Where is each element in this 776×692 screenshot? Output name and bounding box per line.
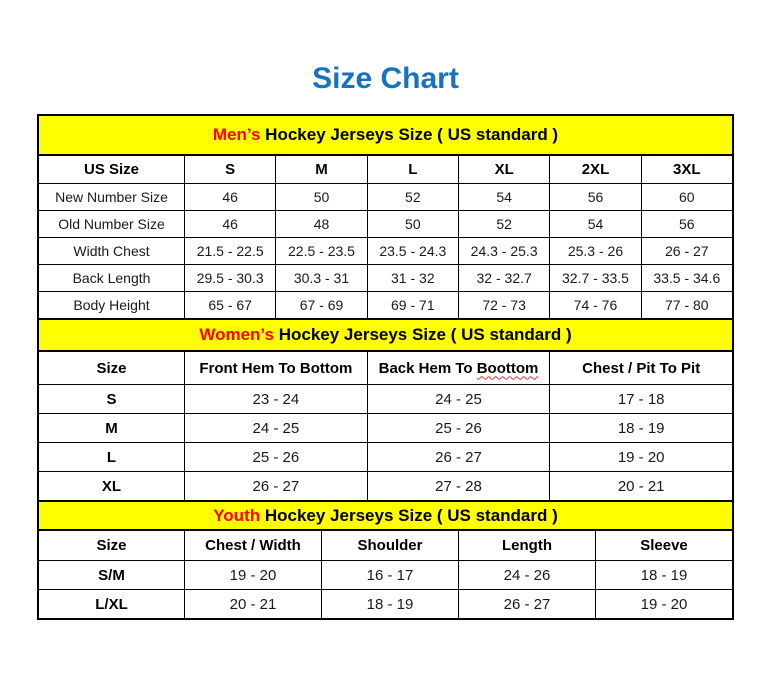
mens-row-body-height	[39, 291, 732, 318]
cell-value: 21.5 - 22.5	[185, 238, 276, 264]
cell-value: 19 - 20	[640, 595, 688, 613]
cell-value: 56	[550, 184, 641, 210]
youth-col-header-length: Length	[459, 531, 596, 560]
womens-col-header-back-hem-text	[379, 360, 539, 377]
cell-value: 69 - 71	[368, 292, 459, 318]
youth-section-title-highlight: Youth	[213, 505, 261, 525]
cell-value: 32 - 32.7	[459, 265, 550, 291]
cell-value: 46	[185, 211, 276, 237]
youth-section-title-rest: Hockey Jerseys Size ( US standard )	[264, 505, 558, 525]
mens-col-header-2xl: 2XL	[550, 156, 641, 183]
row-label: M	[39, 414, 185, 442]
womens-row-m	[39, 413, 732, 442]
cell-value: 65 - 67	[185, 292, 276, 318]
womens-header-row	[39, 352, 732, 384]
cell-value: 52	[368, 184, 459, 210]
cell-value: 30.3 - 31	[276, 265, 367, 291]
mens-col-header-us-size: US Size	[39, 156, 185, 183]
youth-size-table	[39, 531, 732, 618]
cell-value: 33.5 - 34.6	[653, 270, 721, 286]
cell-value: 26 - 27	[368, 443, 551, 471]
cell-value: 24 - 26	[459, 561, 596, 589]
cell-value: 19 - 20	[617, 448, 665, 466]
row-label: S	[39, 385, 185, 413]
row-label: L	[39, 443, 185, 471]
womens-size-table	[39, 352, 732, 500]
cell-value: 25.3 - 26	[550, 238, 641, 264]
back-hem-prefix: Back Hem To	[378, 359, 473, 377]
womens-row-s	[39, 384, 732, 413]
row-label: S/M	[39, 561, 185, 589]
cell-value: 54	[459, 184, 550, 210]
cell-value: 22.5 - 23.5	[276, 238, 367, 264]
row-label: Back Length	[39, 265, 185, 291]
womens-col-header-back-hem	[368, 352, 551, 384]
cell-value: 26 - 27	[185, 472, 368, 500]
cell-value: 56	[679, 216, 695, 232]
youth-col-header-size: Size	[39, 531, 185, 560]
cell-value: 52	[459, 211, 550, 237]
cell-value: 54	[550, 211, 641, 237]
cell-value: 16 - 17	[322, 561, 459, 589]
cell-value: 29.5 - 30.3	[185, 265, 276, 291]
youth-row-lxl	[39, 589, 732, 618]
size-chart	[37, 114, 734, 620]
womens-section-title-rest: Hockey Jerseys Size ( US standard )	[278, 325, 572, 344]
mens-section-title	[213, 125, 558, 145]
womens-section-title-highlight: Women’s	[199, 325, 274, 344]
cell-value: 18 - 19	[617, 419, 665, 437]
mens-section-title-highlight: Men’s	[212, 125, 261, 144]
cell-value: 17 - 18	[617, 390, 665, 408]
cell-value: 23.5 - 24.3	[368, 238, 459, 264]
cell-value: 27 - 28	[368, 472, 551, 500]
youth-row-sm	[39, 560, 732, 589]
youth-section-title	[213, 506, 558, 526]
cell-value: 23 - 24	[185, 385, 368, 413]
cell-value: 46	[185, 184, 276, 210]
cell-value: 20 - 21	[185, 590, 322, 618]
row-label: Width Chest	[39, 238, 185, 264]
mens-col-header-xl: XL	[459, 156, 550, 183]
womens-col-header-chest: Chest / Pit To Pit	[582, 359, 701, 377]
youth-col-header-sleeve: Sleeve	[640, 537, 688, 554]
mens-col-header-l: L	[368, 156, 459, 183]
cell-value: 25 - 26	[368, 414, 551, 442]
mens-row-width-chest	[39, 237, 732, 264]
cell-value: 50	[276, 184, 367, 210]
youth-header-row	[39, 531, 732, 560]
youth-section-header	[39, 500, 732, 531]
row-label: New Number Size	[39, 184, 185, 210]
womens-row-xl	[39, 471, 732, 500]
cell-value: 50	[368, 211, 459, 237]
row-label: XL	[39, 472, 185, 500]
cell-value: 18 - 19	[640, 566, 688, 584]
cell-value: 26 - 27	[459, 590, 596, 618]
cell-value: 18 - 19	[322, 590, 459, 618]
womens-col-header-size: Size	[39, 352, 185, 384]
cell-value: 25 - 26	[185, 443, 368, 471]
cell-value: 60	[679, 189, 695, 205]
womens-section-header	[39, 318, 732, 352]
cell-value: 74 - 76	[550, 292, 641, 318]
mens-header-row	[39, 156, 732, 183]
mens-section-title-rest: Hockey Jerseys Size ( US standard )	[265, 125, 559, 144]
row-label: Body Height	[39, 292, 185, 318]
mens-row-new-number-size	[39, 183, 732, 210]
cell-value: 26 - 27	[665, 243, 709, 259]
row-label: Old Number Size	[39, 211, 185, 237]
cell-value: 32.7 - 33.5	[550, 265, 641, 291]
mens-col-header-s: S	[185, 156, 276, 183]
womens-section-title	[199, 325, 571, 345]
youth-col-header-shoulder: Shoulder	[322, 531, 459, 560]
mens-col-header-3xl: 3XL	[673, 161, 701, 178]
mens-section-header	[39, 116, 732, 156]
cell-value: 24 - 25	[368, 385, 551, 413]
cell-value: 20 - 21	[617, 477, 665, 495]
mens-col-header-m: M	[276, 156, 367, 183]
back-hem-misspelled-word: Boottom	[476, 359, 539, 377]
row-label: L/XL	[39, 590, 185, 618]
page-title: Size Chart	[312, 62, 459, 95]
cell-value: 31 - 32	[368, 265, 459, 291]
cell-value: 48	[276, 211, 367, 237]
mens-row-old-number-size	[39, 210, 732, 237]
cell-value: 24 - 25	[185, 414, 368, 442]
mens-size-table	[39, 156, 732, 318]
mens-row-back-length	[39, 264, 732, 291]
youth-col-header-chest-width: Chest / Width	[185, 531, 322, 560]
womens-row-l	[39, 442, 732, 471]
cell-value: 24.3 - 25.3	[459, 238, 550, 264]
cell-value: 77 - 80	[665, 297, 709, 313]
cell-value: 67 - 69	[276, 292, 367, 318]
cell-value: 72 - 73	[459, 292, 550, 318]
cell-value: 19 - 20	[185, 561, 322, 589]
womens-col-header-front-hem: Front Hem To Bottom	[185, 352, 368, 384]
